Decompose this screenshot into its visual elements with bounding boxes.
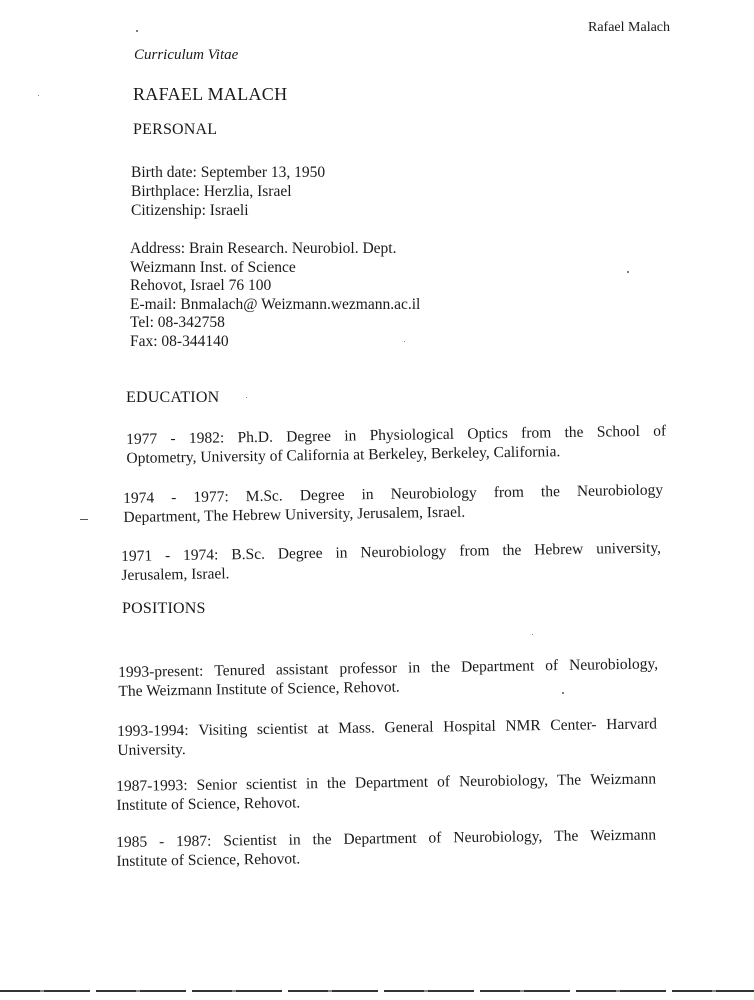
word: 1987:: [175, 832, 212, 851]
word: NMR: [505, 717, 541, 735]
word: Degree: [286, 427, 332, 446]
word: of: [545, 657, 559, 675]
word: Neurobiology,: [458, 771, 549, 791]
word: Senior: [196, 776, 238, 794]
education-entry: [121, 539, 662, 585]
word: from: [520, 424, 552, 442]
section-heading-education: EDUCATION: [126, 389, 220, 406]
word: Physiological: [369, 425, 455, 445]
word: Harvard: [606, 715, 658, 734]
word: the: [540, 483, 561, 501]
word: Scientist: [223, 831, 277, 850]
entry-line-2: Department, The Hebrew University, Jerusalem, Israel.: [123, 503, 466, 526]
word: of: [428, 829, 442, 847]
page-header-name: Rafael Malach: [588, 20, 671, 35]
scan-speck: [562, 692, 564, 694]
word: Hebrew: [534, 540, 584, 559]
word: 1985: [116, 833, 148, 851]
word: scientist: [256, 720, 308, 739]
word: 1971: [121, 547, 153, 565]
entry-line-2: The Weizmann Institute of Science, Rehovot.: [118, 678, 400, 700]
scan-speck: [532, 634, 533, 635]
word: The: [554, 827, 579, 845]
position-entry: [116, 769, 656, 815]
word: Weizmann: [590, 826, 657, 845]
person-name: RAFAEL MALACH: [133, 84, 288, 104]
fax-line: Fax: 08-344140: [130, 332, 229, 350]
word: in: [288, 831, 301, 849]
word: -: [171, 489, 177, 507]
word: -: [164, 547, 171, 565]
word: Department: [460, 657, 535, 676]
word: in: [305, 775, 319, 793]
bottom-scan-edge: [0, 990, 754, 992]
word: General: [384, 718, 434, 737]
section-heading-positions: POSITIONS: [122, 600, 206, 617]
word: 1993-present:: [118, 662, 204, 681]
word: the: [564, 423, 584, 442]
word: Ph.D.: [237, 428, 274, 447]
word: Tenured: [214, 661, 266, 680]
word: Neurobiology: [576, 481, 664, 500]
word: Degree: [299, 486, 345, 505]
word: the: [312, 830, 332, 849]
word: Department: [343, 829, 417, 848]
birth-date: Birth date: September 13, 1950: [131, 164, 326, 181]
word: Neurobiology,: [568, 655, 659, 674]
word: from: [493, 483, 525, 502]
word: Neurobiology,: [453, 828, 543, 847]
word: Mass.: [338, 719, 375, 737]
word: from: [459, 542, 490, 560]
document-title: Curriculum Vitae: [134, 47, 239, 63]
scan-speck: [246, 397, 247, 398]
word: 1974:: [182, 546, 219, 565]
word: the: [430, 658, 451, 677]
address-details: [130, 240, 420, 351]
address-line: Rehovot, Israel 76 100: [130, 277, 272, 294]
entry-line-2: Institute of Science, Rehovot.: [116, 794, 301, 814]
scan-speck: [136, 30, 138, 32]
scan-speck: [38, 95, 39, 96]
position-entry: [116, 825, 656, 871]
word: scientist: [245, 775, 298, 794]
word: professor: [339, 659, 398, 678]
word: Hospital: [443, 717, 496, 736]
word: Degree: [277, 544, 323, 563]
word: M.Sc.: [245, 487, 283, 506]
word: 1987-1993:: [116, 777, 188, 795]
word: 1974: [123, 489, 155, 507]
entry-line-2: Jerusalem, Israel.: [121, 565, 230, 584]
word: university,: [596, 539, 662, 558]
word: assistant: [275, 660, 329, 679]
tel-line: Tel: 08-342758: [130, 314, 225, 331]
word: School: [596, 422, 640, 441]
word: Weizmann: [590, 770, 657, 789]
word: in: [361, 486, 374, 504]
address-line: Address: Brain Research. Neurobiol. Dept.: [130, 240, 397, 257]
word: Department: [354, 773, 429, 792]
word: the: [326, 774, 347, 793]
word: of: [436, 773, 451, 791]
word: Center-: [550, 716, 597, 734]
scan-mark: [80, 519, 88, 520]
word: 1977:: [193, 488, 229, 506]
education-entry: [123, 481, 664, 527]
address-line: Weizmann Inst. of Science: [130, 258, 296, 276]
word: Neurobiology: [360, 542, 447, 562]
scan-speck: [404, 341, 405, 342]
word: -: [158, 833, 165, 851]
word: The: [556, 771, 582, 789]
birthplace: Birthplace: Herzlia, Israel: [131, 183, 292, 200]
word: 1993-1994:: [117, 722, 189, 740]
word: Neurobiology: [390, 484, 477, 503]
word: Optics: [467, 425, 508, 443]
position-entry: [118, 655, 659, 701]
word: in: [344, 427, 357, 445]
word: in: [335, 544, 348, 562]
citizenship: Citizenship: Israeli: [131, 202, 249, 219]
word: 1982:: [188, 429, 225, 448]
word: 1977: [126, 430, 158, 448]
email-line: E-mail: Bnmalach@ Weizmann.wezmann.ac.il: [130, 295, 421, 313]
entry-line-2: University.: [117, 741, 186, 759]
word: at: [317, 720, 329, 738]
word: in: [407, 659, 421, 677]
position-entry: [117, 714, 657, 760]
scan-speck: [627, 271, 629, 273]
word: -: [170, 430, 176, 448]
entry-line-2: Institute of Science, Rehovot.: [116, 850, 301, 870]
word: the: [502, 541, 522, 560]
word: B.Sc.: [231, 545, 266, 564]
entry-line-2: Optometry, University of California at Berkeley, Berkeley, California.: [126, 443, 561, 467]
education-entry: [126, 422, 667, 468]
personal-details: [131, 163, 325, 220]
section-heading-personal: PERSONAL: [133, 121, 218, 138]
word: Visiting: [198, 721, 248, 739]
word: of: [653, 422, 667, 440]
